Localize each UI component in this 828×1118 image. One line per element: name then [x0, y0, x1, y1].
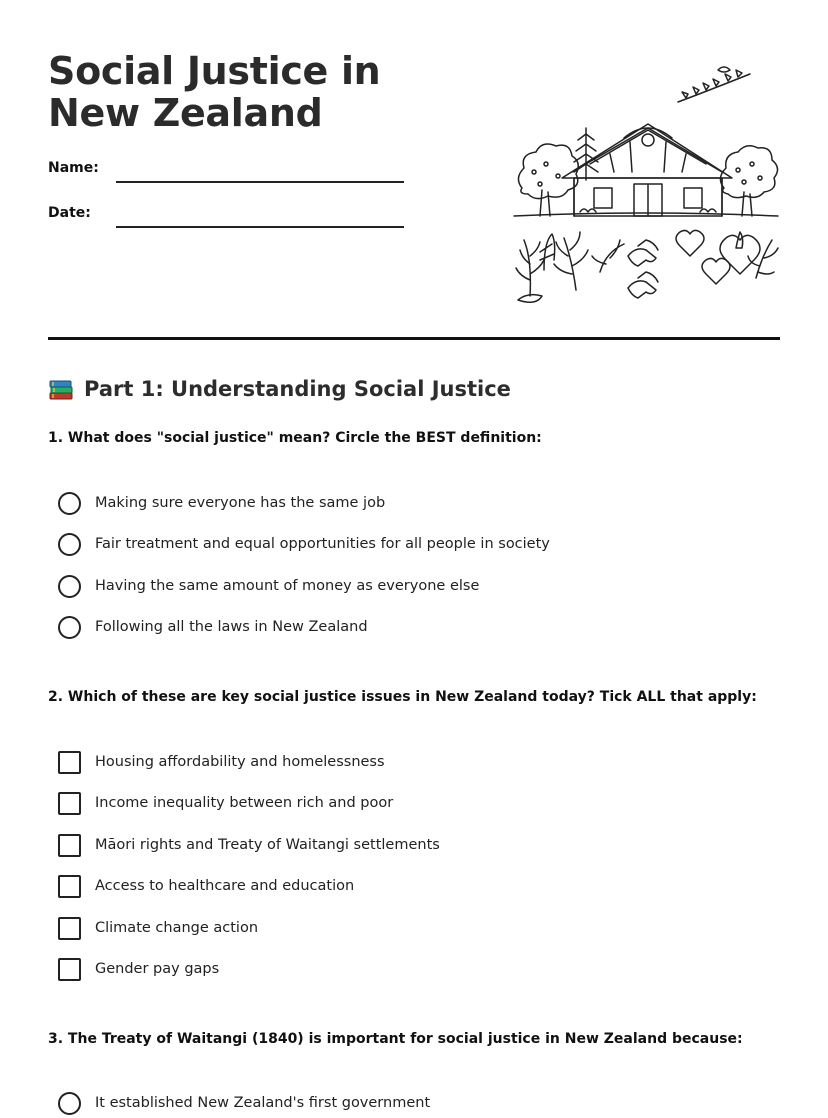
question-2: 2. Which of these are key social justice issues in New Zealand today? Tick ALL that apply: — [48, 689, 757, 705]
q1-option[interactable] — [58, 573, 778, 599]
handshake-icon — [628, 272, 658, 298]
heart-icon — [676, 230, 704, 256]
checkbox[interactable] — [58, 958, 81, 981]
option-label: Fair treatment and equal opportunities for all people in society — [95, 536, 550, 552]
divider-rule — [48, 337, 780, 340]
part1-title: Part 1: Understanding Social Justice — [84, 377, 511, 401]
q2-option[interactable] — [58, 832, 778, 858]
option-label: Gender pay gaps — [95, 961, 220, 977]
checkbox[interactable] — [58, 751, 81, 774]
q2-option[interactable] — [58, 873, 778, 899]
question-1: 1. What does "social justice" mean? Circle the BEST definition: — [48, 430, 542, 446]
name-label: Name: — [48, 160, 99, 176]
q2-option[interactable] — [58, 749, 778, 775]
option-label: Having the same amount of money as everyone else — [95, 578, 480, 594]
radio-button[interactable] — [58, 616, 81, 639]
tree-icon — [518, 144, 578, 216]
option-label: Following all the laws in New Zealand — [95, 619, 368, 635]
house-icon — [562, 124, 732, 216]
house-with-trees-handshakes-hearts-icon — [510, 60, 782, 308]
checkbox[interactable] — [58, 792, 81, 815]
radio-button[interactable] — [58, 492, 81, 515]
part1-heading — [48, 372, 511, 406]
heart-icon — [702, 258, 730, 284]
q2-option[interactable] — [58, 956, 778, 982]
tree-icon — [720, 146, 777, 216]
q1-option[interactable] — [58, 614, 778, 640]
option-label: Housing affordability and homelessness — [95, 754, 385, 770]
q2-option[interactable] — [58, 915, 778, 941]
radio-button[interactable] — [58, 533, 81, 556]
page-title: Social Justice in New Zealand — [48, 49, 381, 135]
q1-option[interactable] — [58, 531, 778, 557]
option-label: Income inequality between rich and poor — [95, 795, 394, 811]
q1-option[interactable] — [58, 490, 778, 516]
name-field[interactable] — [116, 181, 404, 183]
question-3: 3. The Treaty of Waitangi (1840) is important for social justice in New Zealand because: — [48, 1031, 743, 1047]
checkbox[interactable] — [58, 875, 81, 898]
branch-birds-icon — [678, 67, 750, 102]
option-label: It established New Zealand's first government — [95, 1095, 431, 1111]
option-label: Making sure everyone has the same job — [95, 495, 386, 511]
checkbox[interactable] — [58, 917, 81, 940]
checkbox[interactable] — [58, 834, 81, 857]
q3-option[interactable] — [58, 1090, 778, 1116]
heart-icon — [720, 235, 760, 274]
date-field[interactable] — [116, 226, 404, 228]
option-label: Access to healthcare and education — [95, 878, 355, 894]
fern-plants-icon — [516, 232, 624, 302]
q2-option[interactable] — [58, 790, 778, 816]
option-label: Māori rights and Treaty of Waitangi settlements — [95, 837, 440, 853]
option-label: Climate change action — [95, 920, 259, 936]
date-label: Date: — [48, 205, 91, 221]
handshake-icon — [628, 240, 658, 266]
radio-button[interactable] — [58, 575, 81, 598]
books-icon — [48, 376, 74, 402]
radio-button[interactable] — [58, 1092, 81, 1115]
